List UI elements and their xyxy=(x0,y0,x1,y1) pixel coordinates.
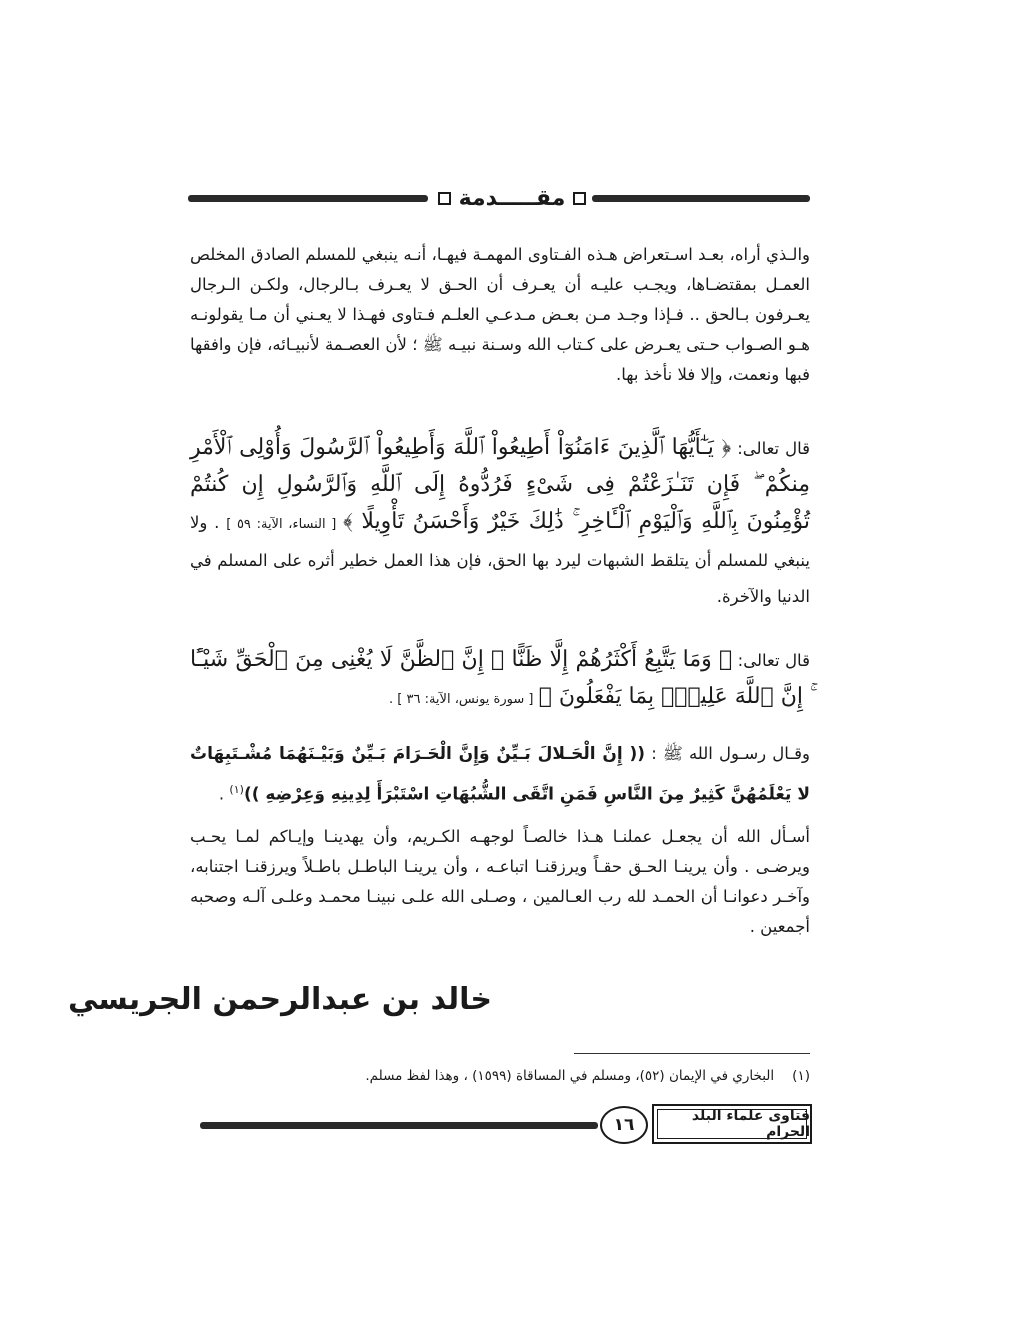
verse1-after: . ولا ينبغي للمسلم أن يتلقط الشبهات ليرد بها الحق، فإن هذا العمل خطير أثره على المسلم في الدنيا والآخرة. xyxy=(190,513,810,606)
closing-text: أسـأل الله أن يجعـل عملنـا هـذا خالصـاً لوجهـه الكـريم، وأن يهدينـا وإيـاكم لمـا يحـب ويرضـى . وأن يرينـا الحـق حقـاً ويرزقنـا اتباعـه ، وأن يرينـا الباطـل باطـلاً ويرزقنـا اجتنابه، وآخـر دعوانـا أن الحمـد لله رب العـالمين ، وصـلى الله علـى نبينـا محمـد وعلـى آلـه وصحبه أجمعين . xyxy=(190,827,810,936)
footer-rule xyxy=(200,1122,598,1129)
hadith-text: (( إِنَّ الْحَـلالَ بَـيِّنٌ وَإِنَّ الْحَـرَامَ بَـيِّنٌ وَبَيْـنَهُمَا مُشْـتَبِهَاتٌ لا يَعْلَمُهُنَّ كَثِيرٌ مِنَ النَّاسِ فَمَنِ اتَّقَى الشُّبُهَاتِ اسْتَبْرَأَ لِدِينِهِ وَعِرْضِهِ )) xyxy=(190,744,810,805)
header-rule-left xyxy=(188,195,428,202)
hadith-end: . xyxy=(218,784,225,804)
header-rule-right xyxy=(592,195,810,202)
footnote-text: البخاري في الإيمان (٥٢)، ومسلم في المساقاة (١٥٩٩) ، وهذا لفظ مسلم. xyxy=(365,1068,775,1084)
footnote-divider xyxy=(574,1053,810,1054)
square-ornament-icon xyxy=(573,192,586,205)
page-footer xyxy=(200,1104,812,1152)
verse1-text: ﴿ يَـٰٓأَيُّهَا ٱلَّذِينَ ءَامَنُوٓاْ أَطِيعُواْ ٱللَّهَ وَأَطِيعُواْ ٱلرَّسُولَ وَأُوْلِى ٱلْأَمْرِ مِنكُمْ ۖ فَإِن تَنَـٰزَعْتُمْ فِى شَىْءٍ فَرُدُّوهُ إِلَى ٱللَّهِ وَٱلرَّسُولِ إِن كُنتُمْ تُؤْمِنُونَ بِٱللَّهِ وَٱلْيَوْمِ ٱلْـَٔاخِرِ ۚ ذَٰلِكَ خَيْرٌ وَأَحْسَنُ تَأْوِيلًا ﴾ xyxy=(190,435,811,534)
intro-text: والـذي أراه، بعـد اسـتعراض هـذه الفـتاوى المهمـة فيهـا، أنـه ينبغي للمسلم الصادق المخلص العمـل بمقتضـاها، ويجـب عليـه أن يعـرف أن الحـق لا يعـرف بـالرجال، ولكـن الـرجال يعـرفون بـالحق .. فـإذا وجـد مـن بعـض مـدعـي العلـم فـتاوى فهـذا لا يعـني أن مـا يقولونـه هـو الصـواب حـتى يعـرض على كـتاب الله وسـنة نبيـه ﷺ ؛ لأن العصـمة لأنبيـائه، فإن وافقها فبها ونعمت، وإلا فلا نأخذ بها. xyxy=(190,245,810,384)
footnote xyxy=(365,1068,810,1084)
section-title: مقـــــدمة xyxy=(458,185,566,211)
header-title-group xyxy=(434,182,590,214)
hadith-intro: وقـال رسـول الله ﷺ : xyxy=(651,744,810,763)
footnote-number: (١) xyxy=(792,1068,810,1084)
verse2-text: ﴿ وَمَا يَتَّبِعُ أَكْثَرُهُمْ إِلَّا ظَنًّا ۚ إِنَّ ٱلظَّنَّ لَا يُغْنِى مِنَ ٱلْحَقِّ شَيْـًٔا ۚ إِنَّ ٱللَّهَ عَلِيمٌۢ بِمَا يَفْعَلُونَ ﴾ xyxy=(190,647,810,709)
footnote-marker: (١) xyxy=(229,783,244,796)
page-number: ١٦ xyxy=(600,1106,648,1144)
verse1-paragraph xyxy=(190,430,810,615)
page-header xyxy=(188,182,810,214)
book-title: فتاوى علماء البلد الحرام xyxy=(691,1108,810,1140)
verse1-reference: [ النساء، الآية: ٥٩ ] xyxy=(226,517,337,532)
verse2-intro: قال تعالى: xyxy=(737,651,810,670)
closing-paragraph xyxy=(190,822,810,942)
square-ornament-icon xyxy=(438,192,451,205)
author-signature: خالد بن عبدالرحمن الجريسي xyxy=(67,982,492,1017)
intro-paragraph xyxy=(190,240,810,390)
verse1-intro: قال تعالى: xyxy=(737,439,810,458)
verse2-paragraph xyxy=(190,642,810,718)
verse2-reference: [ سورة يونس، الآية: ٣٦ ] . xyxy=(389,692,534,707)
hadith-paragraph xyxy=(190,736,810,813)
book-title-box xyxy=(652,1104,812,1144)
